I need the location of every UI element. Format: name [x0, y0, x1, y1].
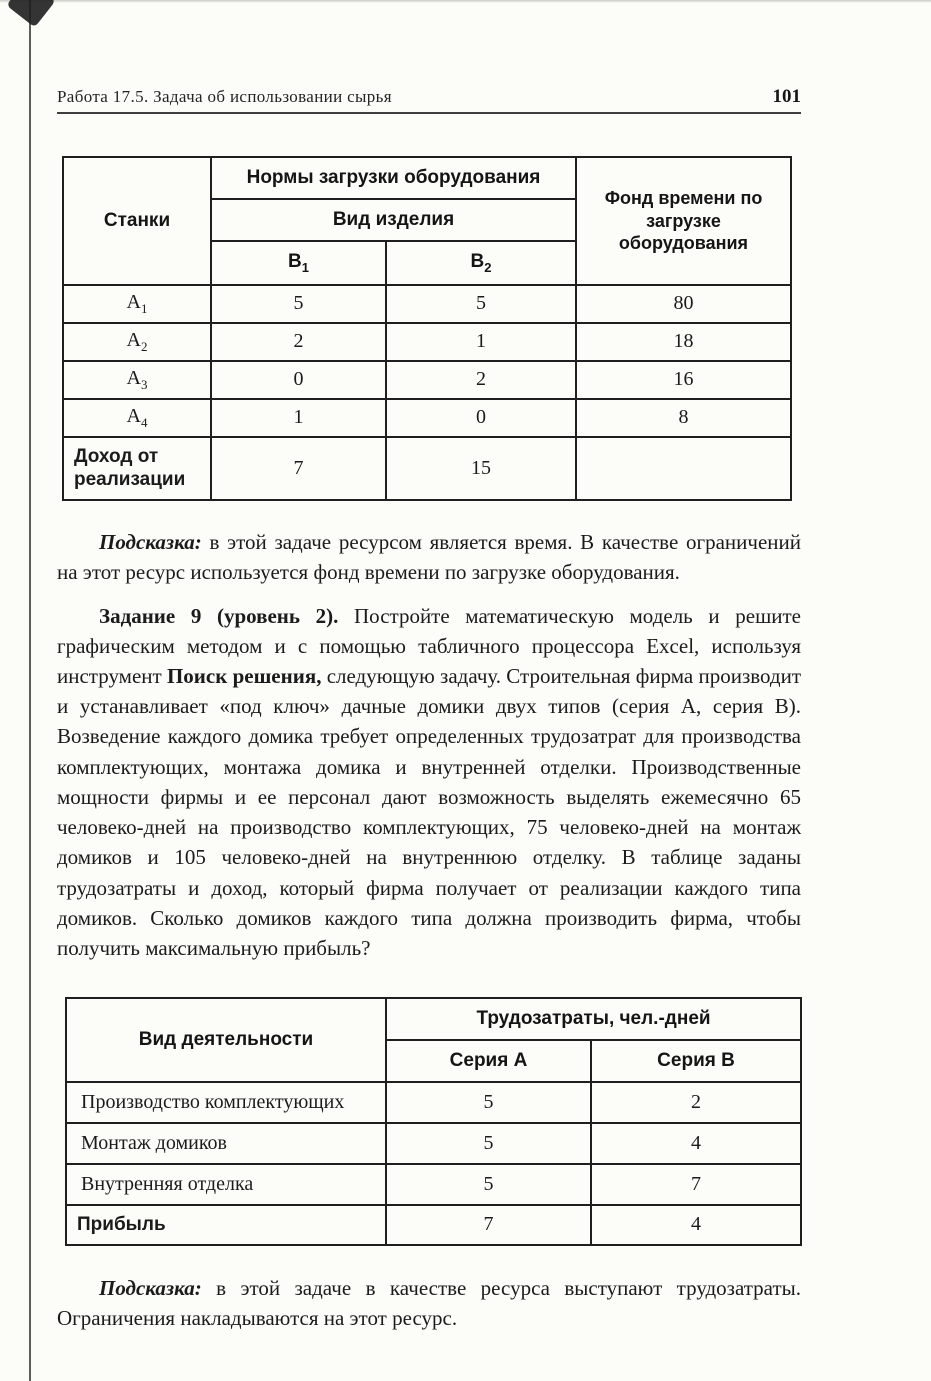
- fund-cell: 16: [576, 361, 791, 399]
- table1-header-fund: Фонд времени по загрузке оборудования: [576, 157, 791, 285]
- value-cell: 5: [386, 285, 576, 323]
- b1-subscript: 1: [301, 259, 309, 275]
- table2-header-series-a: Серия А: [386, 1040, 591, 1082]
- table2-header-series-b: Серия В: [591, 1040, 801, 1082]
- machine-label-cell: [63, 399, 211, 437]
- value-cell: 7: [591, 1164, 801, 1205]
- machine-label-cell: [63, 285, 211, 323]
- table-row-a2: [63, 323, 791, 361]
- book-page: [57, 86, 801, 1333]
- fund-cell: 8: [576, 399, 791, 437]
- machine-label: А: [126, 328, 141, 351]
- activity-label-cell: Монтаж домиков: [66, 1123, 386, 1164]
- page-number: 101: [772, 86, 801, 107]
- machine-label-cell: [63, 361, 211, 399]
- task-text-2: следующую задачу. Строительная фирма производит и устанавливает «под ключ» дачные домики двух типов (серия А, серия В). Возведение каждого домика требует определенных трудозатрат для производства комплектующих, монтажа домика и внутренней отделки. Производственные мощности фирмы и ее персонал дают возможность выделять ежемесячно 65 человеко-дней на производство комплектующих, 75 человеко-дней на монтаж домиков и 105 человеко-дней на внутреннюю отделку. В таблице заданы трудозатраты и доход, который фирма получает от реализации каждого типа домиков. Сколько домиков каждого типа должна производить фирма, чтобы получить максимальную прибыль?: [57, 663, 802, 961]
- machine-label-subscript: 4: [140, 414, 148, 430]
- activity-label-cell: Внутренняя отделка: [66, 1164, 386, 1205]
- task-bold-term: Поиск решения,: [166, 663, 322, 688]
- b2-base: В: [470, 250, 485, 272]
- b1-base: В: [288, 250, 302, 272]
- running-head-title: Работа 17.5. Задача об использовании сырья: [57, 87, 392, 106]
- table-row-components: [66, 1082, 801, 1123]
- value-cell: 0: [386, 399, 576, 437]
- value-cell: 2: [591, 1082, 801, 1123]
- value-cell: 0: [211, 361, 386, 399]
- fund-cell: 18: [576, 323, 791, 361]
- table2-header-row-1: [66, 998, 801, 1040]
- profit-label-cell: Прибыль: [66, 1205, 386, 1245]
- hint-paragraph-2: [57, 1273, 801, 1333]
- table1-header-machines: Станки: [63, 157, 211, 285]
- table1-header-row-1: [63, 157, 791, 199]
- labor-costs-table: [65, 997, 802, 1246]
- table1-header-norms: Нормы загрузки оборудования: [211, 157, 576, 199]
- value-cell: 5: [386, 1082, 591, 1123]
- table-row-a4: [63, 399, 791, 437]
- value-cell: 2: [386, 361, 576, 399]
- table2-header-activity: Вид деятельности: [66, 998, 386, 1082]
- value-cell: 15: [386, 437, 576, 501]
- value-cell: 5: [211, 285, 386, 323]
- task-lead: Задание 9 (уровень 2).: [99, 603, 339, 628]
- scan-top-edge-artifact: [0, 0, 931, 3]
- table2-header-labor: Трудозатраты, чел.-дней: [386, 998, 801, 1040]
- value-cell: 1: [386, 323, 576, 361]
- b2-subscript: 2: [484, 259, 492, 275]
- task-text-1: Постройте математическую модель и решите графическим методом и с помощью табличного процессора Excel, используя инструмент: [57, 603, 801, 688]
- machine-label: А: [126, 366, 141, 389]
- value-cell: 2: [211, 323, 386, 361]
- running-head: [57, 86, 801, 108]
- header-rule: [57, 112, 801, 114]
- hint2-lead: Подсказка:: [99, 1275, 202, 1300]
- table-row-finishing: [66, 1164, 801, 1205]
- machine-label-cell: [63, 323, 211, 361]
- machine-label: А: [126, 290, 141, 313]
- machine-label-subscript: 1: [140, 300, 148, 316]
- value-cell: 1: [211, 399, 386, 437]
- table1-header-b1: [211, 241, 386, 285]
- hint1-text: в этой задаче ресурсом является время. В качестве ограничений на этот ресурс используется фонд времени по загрузке оборудования.: [57, 530, 801, 585]
- fund-cell: 80: [576, 285, 791, 323]
- scan-corner-smudge: [6, 0, 55, 27]
- table-row-a3: [63, 361, 791, 399]
- empty-fund-cell: [576, 437, 791, 501]
- income-row: [63, 437, 791, 501]
- scan-left-edge-artifact: [29, 0, 31, 1381]
- machine-label: А: [126, 404, 141, 427]
- machine-label-subscript: 2: [140, 338, 148, 354]
- value-cell: 7: [211, 437, 386, 501]
- table-row-a1: [63, 285, 791, 323]
- hint1-lead: Подсказка:: [99, 530, 202, 555]
- activity-label-cell: Производство комплектующих: [66, 1082, 386, 1123]
- table1-header-product-type: Вид изделия: [211, 199, 576, 241]
- value-cell: 5: [386, 1164, 591, 1205]
- value-cell: 7: [386, 1205, 591, 1245]
- table1-header-b2: [386, 241, 576, 285]
- profit-row: [66, 1205, 801, 1245]
- task-paragraph: [57, 601, 801, 964]
- value-cell: 5: [386, 1123, 591, 1164]
- table-row-assembly: [66, 1123, 801, 1164]
- hint-paragraph-1: [57, 527, 801, 587]
- equipment-load-table: [62, 156, 792, 501]
- value-cell: 4: [591, 1123, 801, 1164]
- income-label-cell: Доход от реализации: [63, 437, 211, 501]
- hint2-text: в этой задаче в качестве ресурса выступают трудозатраты. Ограничения накладываются на этот ресурс.: [57, 1275, 801, 1331]
- value-cell: 4: [591, 1205, 801, 1245]
- machine-label-subscript: 3: [140, 376, 148, 392]
